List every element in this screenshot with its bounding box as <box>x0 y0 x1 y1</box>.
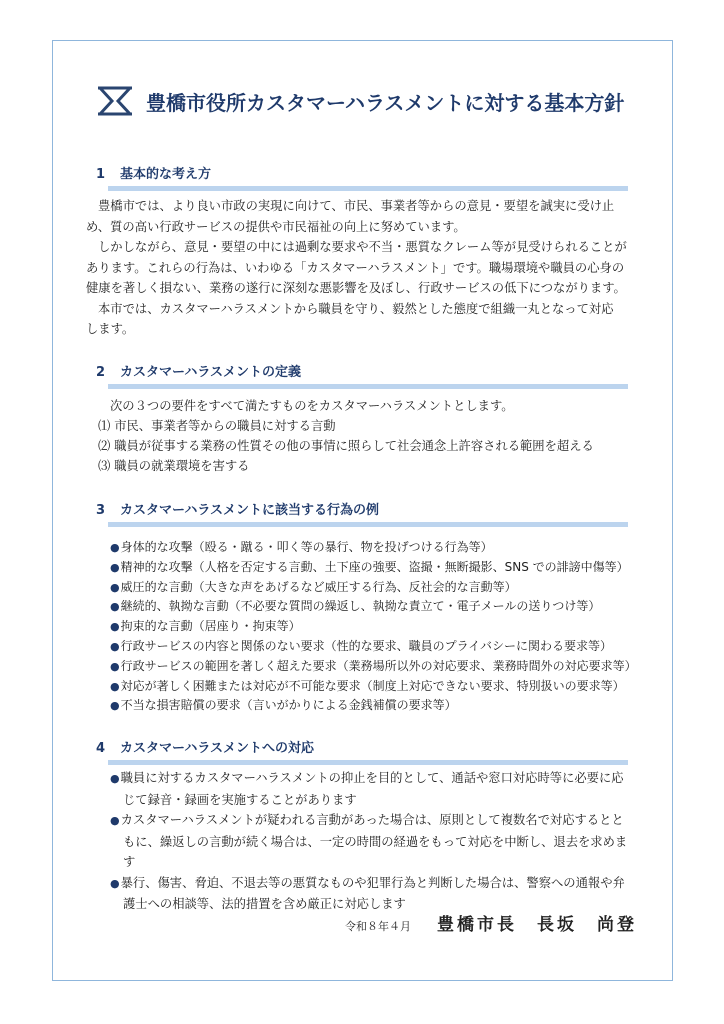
heading-underline <box>108 522 628 527</box>
list-item <box>110 597 637 617</box>
bullet-icon: ● <box>110 600 120 614</box>
bullet-icon: ● <box>110 772 120 785</box>
signature-date: 令和８年４月 <box>345 920 411 933</box>
section-2-heading <box>96 361 628 389</box>
section-1-body <box>86 196 628 340</box>
list-item <box>110 578 637 598</box>
list-item <box>110 696 637 716</box>
paragraph-line: あります。これらの行為は、いわゆる「カスタマーハラスメント」です。職場環境や職員の心身の <box>86 260 625 275</box>
bullet-icon: ● <box>110 620 120 634</box>
section-title: カスタマーハラスメントの定義 <box>120 365 301 380</box>
paragraph-line: します。 <box>86 322 135 336</box>
list-item-text: 不当な損害賠償の要求（言いがかりによる金銭補償の要求等） <box>120 698 457 713</box>
bullet-icon: ● <box>110 679 120 693</box>
section-2-body <box>98 396 640 476</box>
list-item-text: 対応が著しく困難または対応が不可能な要求（制度上対応できない要求、特別扱いの要求等） <box>120 678 625 693</box>
section-3-list <box>110 538 637 716</box>
section-3-heading <box>96 499 628 527</box>
paragraph-line: 本市では、カスタマーハラスメントから職員を守り、毅然とした態度で組織一丸となって対応 <box>98 301 614 316</box>
paragraph-line: め、質の高い行政サービスの提供や市民福祉の向上に努めています。 <box>86 219 466 234</box>
heading-underline <box>108 186 628 191</box>
definition-intro: 次の３つの要件をすべて満たすものをカスタマーハラスメントとします。 <box>110 399 514 413</box>
list-item <box>110 657 637 677</box>
heading-underline <box>108 384 628 389</box>
bullet-icon: ● <box>110 876 120 890</box>
list-item <box>110 558 637 578</box>
list-item-text: カスタマーハラスメントが疑われる言動があった場合は、原則として複数名で対応するとともに、繰返しの言動が続く場合は、一定の時間の経過をもって対応を中断し、退去を求めます <box>120 813 628 869</box>
signature-name: 豊橋市長 長坂 尚登 <box>437 915 637 935</box>
bullet-icon: ● <box>110 560 120 574</box>
list-item-text: 暴行、傷害、脅迫、不退去等の悪質なものや犯罪行為と判断した場合は、警察への通報や弁護士への相談等、法的措置を含め厳正に対応します <box>120 875 625 911</box>
definition-item: ⑴ 市民、事業者等からの職員に対する言動 <box>98 419 336 433</box>
heading-underline <box>108 760 628 765</box>
list-item-text: 職員に対するカスタマーハラスメントの抑止を目的として、通話や窓口対応時等に必要に応じて録音・録画を実施することがあります <box>120 771 624 807</box>
paragraph-line: しかしながら、意見・要望の中には過剰な要求や不当・悪質なクレーム等が見受けられることが <box>98 240 627 254</box>
section-number: 1 <box>96 167 106 182</box>
bullet-icon: ● <box>110 814 120 827</box>
bullet-icon: ● <box>110 639 120 653</box>
section-title: 基本的な考え方 <box>120 167 212 182</box>
list-item-text: 威圧的な言動（大きな声をあげるなど威圧する行為、反社会的な言動等） <box>120 579 517 594</box>
list-item <box>110 677 637 697</box>
hourglass-logo-icon <box>98 86 132 116</box>
list-item-text: 行政サービスの内容と関係のない要求（性的な要求、職員のプライバシーに関わる要求等） <box>120 638 613 653</box>
bullet-icon: ● <box>110 580 120 594</box>
bullet-icon: ● <box>110 541 120 554</box>
bullet-icon: ● <box>110 659 120 673</box>
list-item-text: 身体的な攻撃（殴る・蹴る・叩く等の暴行、物を投げつける行為等） <box>120 540 493 554</box>
definition-item: ⑶ 職員の就業環境を害する <box>98 459 250 473</box>
paragraph-line: 豊橋市では、より良い市政の実現に向けて、市民、事業者等からの意見・要望を誠実に受け止 <box>98 199 615 213</box>
list-item <box>110 810 630 873</box>
list-item-text: 行政サービスの範囲を著しく超えた要求（業務場所以外の対応要求、業務時間外の対応要求等） <box>120 658 637 673</box>
list-item-text: 精神的な攻撃（人格を否定する言動、土下座の強要、盗撮・無断撮影、SNS での誹謗中傷等） <box>120 559 629 574</box>
list-item-text: 拘束的な言動（居座り・拘束等） <box>120 619 301 634</box>
list-item-text: 継続的、執拗な言動（不必要な質問の繰返し、執拗な責立て・電子メールの送りつけ等） <box>120 599 601 614</box>
section-number: 3 <box>96 503 106 518</box>
document-title <box>98 84 624 118</box>
title-text: 豊橋市役所カスタマーハラスメントに対する基本方針 <box>146 90 625 115</box>
list-item <box>110 873 630 915</box>
list-item <box>110 637 637 657</box>
signature <box>345 910 637 935</box>
paragraph-line: 健康を著しく損ない、業務の遂行に深刻な悪影響を及ぼし、行政サービスの低下につながります。 <box>86 281 626 295</box>
section-4-list <box>110 768 630 915</box>
list-item <box>110 538 637 558</box>
bullet-icon: ● <box>110 699 120 713</box>
list-item <box>110 617 637 637</box>
section-title: カスタマーハラスメントに該当する行為の例 <box>120 503 379 518</box>
section-title: カスタマーハラスメントへの対応 <box>120 741 314 756</box>
section-4-heading <box>96 737 628 765</box>
section-number: 4 <box>96 741 106 756</box>
section-number: 2 <box>96 365 106 380</box>
definition-item: ⑵ 職員が従事する業務の性質その他の事情に照らして社会通念上許容される範囲を超える <box>98 439 594 453</box>
list-item <box>110 768 630 810</box>
section-1-heading <box>96 163 628 191</box>
